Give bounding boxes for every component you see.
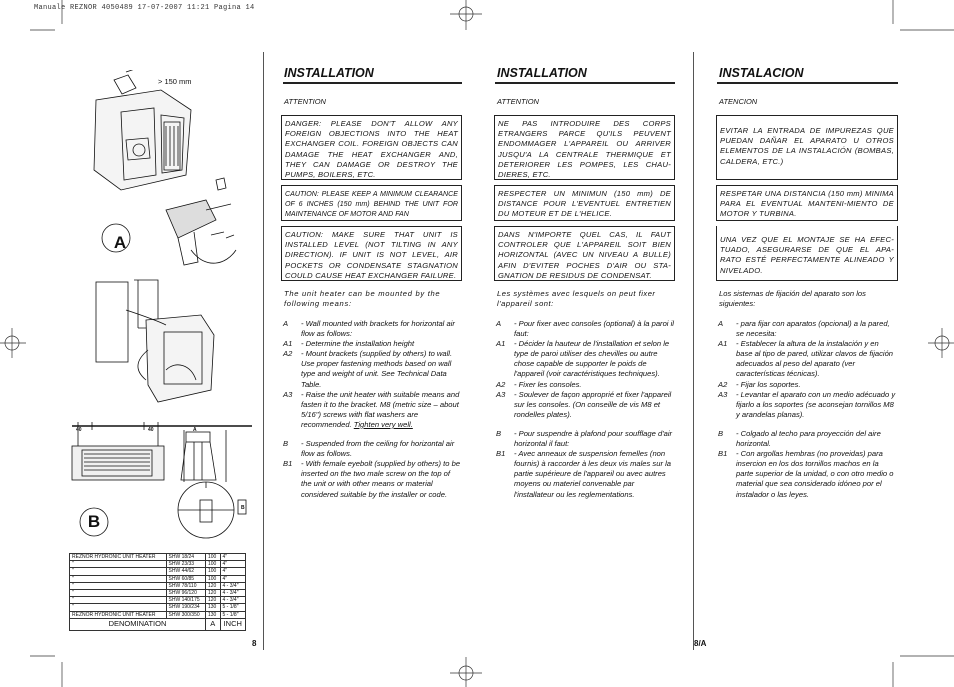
table-cell: REZNOR HYDRONIC UNIT HEATER [70,611,167,618]
table-cell: 4" [220,554,245,561]
table-row [70,575,246,582]
list-item: A - Pour fixer avec consoles (optional) à la paroi il faut: [496,319,674,339]
list-item: A - Wall mounted with brackets for horizontal air flow as follows: [283,319,455,339]
table-cell: 130 [205,611,220,618]
column-header-a: A [205,618,220,630]
column-header-inch: INCH [220,618,245,630]
tighten-note: Tighten very well. [353,419,413,429]
table-footer-row [70,618,246,630]
list-item: A2 - Fixer les consoles. [496,379,582,389]
dimension-40-right: 40 [148,427,154,433]
column-divider [263,52,264,650]
list-item: B1 - Con argollas hembras (no proveidas) para insercion en los dos tornillos machos en la parte superior de la unidad, o con otro medio o material que sea considerado idóneo por el instalador o las leyes. [718,449,894,499]
clearance-box-fr: RESPECTER UN MINIMUN (150 mm) DE DISTANCE POUR L'EVENTUEL ENTRETIEN DU MOTEUR ET DE L'HELICE. [494,185,675,221]
table-cell: 4 - 3/4" [220,589,245,596]
table-cell: SHW 60/85 [166,575,205,582]
table-row [70,611,246,618]
table-cell: 4 - 3/4" [220,582,245,589]
table-cell: 120 [205,582,220,589]
list-item: B - Pour suspendre à plafond pour soufflage d'air horizontal il faut: [496,428,673,449]
table-cell: SHW 96/120 [166,589,205,596]
dimension-table [69,553,246,631]
attention-es: ATENCION [719,97,758,106]
clearance-box-es: RESPETAR UNA DISTANCIA (150 mm) MINIMA PARA EL EVENTUAL MANTENI-MIENTO DE MOTOR Y TURBINA. [716,185,898,221]
list-item: A3 - Levantar el aparato con un medio adécuado y fijarlo a los soportes (se aconsejan tornillos M8 y arandelas planas). [718,389,896,419]
list-item: A1 - Determine the installation height [283,339,415,349]
list-item: A3 - Raise the unit heater with suitable means and fasten it to the bracket. M8 (metric size – about 5/16") screws with flat washers are recommended. Tighten very well. [283,389,460,429]
table-cell: " [70,597,167,604]
table-cell: SHW 300/350 [166,611,205,618]
table-cell: 130 [205,604,220,611]
table-row [70,589,246,596]
methods-list-en [283,319,461,500]
table-cell: " [70,589,167,596]
heading-rule-en [283,82,462,84]
intro-fr: Les systèmes avec lesquels on peut fixer l'appareil sont: [497,289,656,308]
print-header: Manuale REZNOR 4050489 17-07-2007 11:21 Pagina 14 [34,4,255,12]
list-item: A1 - Décider la hauteur de l'installation et selon le type de paroi utiliser des chevilles ou autre chose capable de supporter le poids de l'appareil (voir caractéristiques techniques). [496,339,670,379]
table-cell: SHW 140/175 [166,597,205,604]
table-cell: " [70,561,167,568]
table-cell: 5 - 1/8" [220,604,245,611]
table-cell: 100 [205,561,220,568]
dimension-b: B [241,505,245,511]
table-row [70,597,246,604]
table-cell: 120 [205,597,220,604]
heading-rule-fr [495,82,675,84]
table-cell: SHW 190/234 [166,604,205,611]
heading-es: INSTALACION [719,66,804,80]
table-cell: SHW 78/110 [166,582,205,589]
danger-box-en: DANGER: PLEASE DON'T ALLOW ANY FOREIGN OBJECTIONS INTO THE HEAT EXCHANGER COIL. FOREIGN OBJECTS CAN DAMAGE THE HEAT EXCHANGER AND, THEY CAN DAMAGE OR DESTROY THE PUMPS, BOILERS, ETC. [281,115,462,180]
table-cell: 100 [205,554,220,561]
attention-fr: ATTENTION [497,97,539,106]
methods-list-es [718,319,896,500]
table-cell: REZNOR HYDRONIC UNIT HEATER [70,554,167,561]
clearance-dimension: > 150 mm [158,77,192,86]
attention-en: ATTENTION [284,97,326,106]
page-number-right: 8/A [694,639,707,648]
table-row [70,554,246,561]
table-cell: 5 - 1/8" [220,611,245,618]
level-box-en: CAUTION: MAKE SURE THAT UNIT IS INSTALLED LEVEL (NOT TILTING IN ANY DIRECTION). IF UNIT IS NOT LEVEL, AIR POCKETS OR CONDENSATE STAGNATION COULD CAUSE HEAT EXCHANGER FAILURE. [281,226,462,281]
table-cell: 120 [205,589,220,596]
heading-rule-es [717,82,898,84]
table-cell: " [70,604,167,611]
list-item: B1 - With female eyebolt (supplied by others) to be inserted on the two male screw on the top of the unit or with other means or material considered suitable by the installer or code. [283,459,461,499]
level-box-fr: DANS N'IMPORTE QUEL CAS, IL FAUT CONTROLER QUE L'APPAREIL SOIT BIEN HORIZONTAL (AVEC UN NIVEAU A BULLE) AFIN D'EVITER POCHES D'AIR OU STA-GNATION DE RESIDUS DE CONDENSAT. [494,226,675,281]
intro-en: The unit heater can be mounted by the following means: [284,289,441,308]
column-header-denomination: DENOMINATION [70,618,206,630]
dimension-a: A [193,427,197,433]
column-divider [693,52,694,650]
table-cell: 4" [220,561,245,568]
list-item: B1 - Avec anneaux de suspension femelles (non fournis) à raccorder à les deux vis males sur la partie supérieure de l'appareil ou avec autres moyens ou materiel convenable par l'installateur ou les reglementations. [496,449,671,499]
table-cell: 100 [205,575,220,582]
table-cell: SHW 23/33 [166,561,205,568]
figure-a-label: A [113,233,127,252]
table-row [70,561,246,568]
table-cell: 4" [220,568,245,575]
figure-b-label: B [87,512,101,531]
table-cell: 4" [220,575,245,582]
table-cell: 100 [205,568,220,575]
table-row [70,568,246,575]
heading-fr: INSTALLATION [497,66,587,80]
table-row [70,604,246,611]
list-item: A2 - Fijar los soportes. [718,379,801,389]
table-cell: " [70,575,167,582]
list-item: A2 - Mount brackets (supplied by others) to wall. Use proper fastening methods based on wall type and weight of unit. See Technical Data Table. [283,349,453,389]
list-item: B - Colgado al techo para proyección del aire horizontal. [718,428,881,449]
table-row [70,582,246,589]
table-cell: 4 - 3/4" [220,597,245,604]
installation-illustration [66,70,262,550]
list-item: A3 - Soulever de façon approprié et fixer l'appareil sur les consoles. (On conseille de vis M8 et rondelles plates). [496,389,672,419]
table-cell: SHW 18/24 [166,554,205,561]
page-number-left: 8 [252,639,257,648]
intro-es: Los sistemas de fijación del aparato son los siguientes: [719,289,866,308]
table-cell: " [70,582,167,589]
table-cell: SHW 44/62 [166,568,205,575]
list-item: A1 - Establecer la altura de la instalación y en base al tipo de pared, utilizar clavos de fijación adecuados al peso del aparato (ver características técnicas). [718,339,894,379]
heading-en: INSTALLATION [284,66,374,80]
list-item: B - Suspended from the ceiling for horizontal air flow as follows. [283,439,455,459]
table-cell: " [70,568,167,575]
list-item: A - para fijar con aparatos (opcional) a la pared, se necesita: [718,319,890,339]
methods-list-fr [496,319,674,500]
clearance-box-en: CAUTION: PLEASE KEEP A MINIMUM CLEARANCE OF 6 INCHES (150 mm) BEHIND THE UNIT FOR MAINTENANCE OF MOTOR AND FAN [281,185,462,221]
danger-box-fr: NE PAS INTRODUIRE DES CORPS ETRANGERS PARCE QU'ILS PEUVENT ENDOMMAGER L'APPAREIL OU ARRIVER JUSQU'A LA CENTRALE THERMIQUE ET DETERIORER LES POMPES, LES CHAU-DIERES, ETC. [494,115,675,180]
level-box-es: UNA VEZ QUE EL MONTAJE SE HA EFEC-TUADO, ASEGURARSE DE QUE EL APA-RATO ESTÉ PERFECTAMENTE ALINEADO Y NIVELADO. [716,226,898,281]
danger-box-es: EVITAR LA ENTRADA DE IMPUREZAS QUE PUEDAN DAÑAR EL APARATO U OTROS ELEMENTOS DE LA INSTALACIÓN (BOMBAS, CALDERA, ETC.) [716,115,898,180]
dimension-40-left: 40 [76,427,82,433]
